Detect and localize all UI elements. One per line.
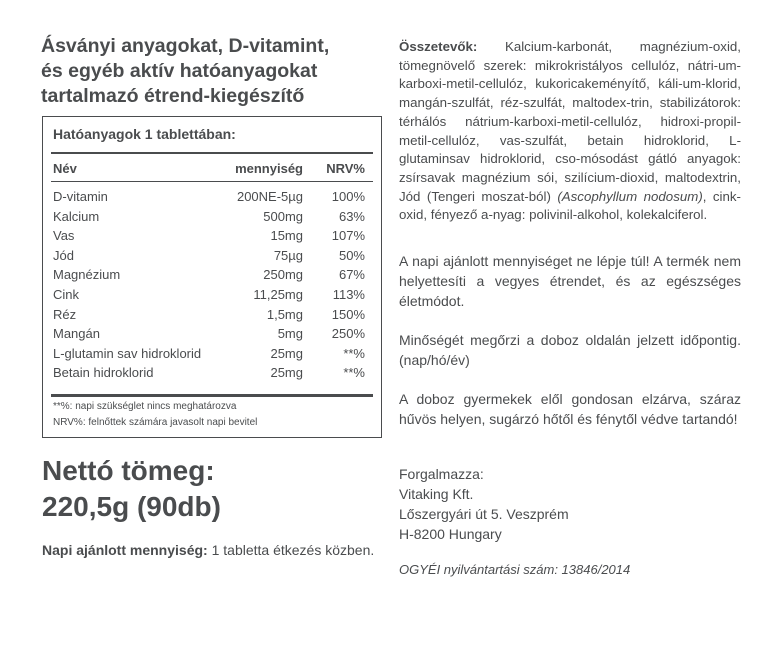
ingredient-name: Cink (53, 286, 80, 302)
daily-dose-label: Napi ajánlott mennyiség: (42, 542, 208, 558)
ingredients-italic: (Ascophyllum nodosum) (557, 188, 703, 204)
ingredient-amount: 250mg (263, 267, 303, 283)
table-row (53, 346, 373, 366)
table-row (53, 326, 373, 346)
distributor-line: Forgalmazza: (399, 466, 484, 482)
daily-dose (42, 540, 387, 560)
column-header-nrv: NRV% (326, 161, 365, 176)
table-divider (51, 152, 373, 154)
table-row (53, 248, 373, 268)
ingredient-amount: 75µg (273, 247, 303, 263)
net-weight-value: 220,5g (90db) (42, 491, 221, 522)
product-title-line: tartalmazó étrend-kiegészítő (41, 85, 305, 107)
ingredient-name: Jód (53, 247, 74, 263)
table-row (53, 307, 373, 327)
dose-warning: A napi ajánlott mennyiséget ne lépje túl! A termék nem helyettesíti a vegyes étrendet, és az egészséges életmódot. (399, 253, 741, 309)
ingredient-nrv: 50% (338, 247, 365, 263)
table-footnote: NRV%: felnőttek számára javasolt napi bevitel (53, 417, 258, 428)
distributor-block (399, 464, 741, 544)
ingredient-amount: 500mg (263, 208, 303, 224)
ingredients-label: Összetevők: (399, 39, 478, 54)
ingredient-amount: 25mg (270, 345, 303, 361)
product-title (41, 34, 386, 109)
ingredient-amount: 15mg (270, 228, 303, 244)
column-header-name: Név (53, 161, 77, 176)
ingredients-text: Kalcium-karbonát, magnézium-oxid, tömegnövelő szerek: mikrokristályos cellulóz, nátri-um-karboxi-metil-cellulóz, kukoricakeményítő, káli-um-klorid, mangán-szulfát, réz-szulfát, maltodex-trin, stabilizátorok: térhálós nátrium-karboxi-metil-cellulóz, hidroxi-propil-metil-cellulóz, vas-szulfát, betain hidroklorid, L-glutaminsav hidroklorid, cso-mósodást gátló anyagok: zsírsavak magnézium sói, szilícium-dioxid, maltodextrin, Jód (Tengeri moszat-ból) (399, 39, 741, 204)
ingredient-nrv: 67% (338, 267, 365, 283)
distributor-line: Vitaking Kft. (399, 486, 474, 502)
product-title-line: és egyéb aktív hatóanyagokat (41, 60, 318, 82)
table-row (53, 365, 373, 385)
ingredient-amount: 200NE-5µg (236, 189, 303, 204)
ingredient-nrv: 150% (331, 306, 365, 322)
ingredient-name: Vas (53, 228, 75, 244)
ingredient-name: Betain hidroklorid (53, 365, 154, 381)
ingredient-amount: 5mg (277, 326, 303, 342)
table-row (53, 287, 373, 307)
table-divider (51, 394, 373, 397)
ingredient-name: Réz (53, 306, 77, 322)
ingredient-amount: 1,5mg (266, 306, 303, 322)
table-body (53, 189, 373, 385)
ingredient-amount: 11,25mg (253, 286, 303, 302)
ingredient-name: Magnézium (53, 267, 121, 283)
daily-dose-text: 1 tabletta étkezés közben. (207, 542, 375, 558)
ingredient-nrv: 113% (332, 286, 365, 302)
net-weight-label: Nettó tömeg: (42, 455, 215, 486)
table-divider (51, 181, 373, 182)
ingredient-name: L-glutamin sav hidroklorid (53, 345, 202, 361)
ingredients-paragraph (399, 38, 741, 225)
ingredient-nrv: 100% (331, 189, 365, 204)
column-header-amount: mennyiség (235, 161, 303, 176)
table-title: Hatóanyagok 1 tablettában: (53, 126, 236, 142)
table-row (53, 189, 373, 209)
ingredient-nrv: 250% (331, 326, 365, 342)
table-row (53, 228, 373, 248)
ingredient-amount: 25mg (270, 365, 303, 381)
ingredient-nrv: 107% (331, 228, 365, 244)
table-footnote: **%: napi szükséglet nincs meghatározva (53, 401, 237, 412)
distributor-line: Lőszergyári út 5. Veszprém (399, 506, 569, 522)
registration-number: OGYÉI nyilvántartási szám: 13846/2014 (399, 562, 631, 577)
table-row (53, 209, 373, 229)
ingredient-name: Mangán (53, 326, 100, 342)
storage-note: A doboz gyermekek elől gondosan elzárva, száraz hűvös helyen, sugárzó hőtől és fénytől védve tartandó! (399, 391, 741, 427)
product-title-line: Ásványi anyagokat, D-vitamint, (41, 35, 330, 57)
ingredient-name: Kalcium (53, 208, 100, 224)
active-ingredients-table (42, 116, 382, 438)
ingredient-nrv: **% (343, 345, 365, 361)
ingredient-name: D-vitamin (53, 189, 108, 204)
net-weight (42, 453, 221, 525)
ingredient-nrv: 63% (338, 208, 365, 224)
distributor-line: H-8200 Hungary (399, 526, 502, 542)
table-row (53, 267, 373, 287)
ingredients-text-end: , cink-oxid, fényező a-nyag: polivinil-alkohol, kolekalciferol. (399, 188, 741, 223)
best-before-note: Minőségét megőrzi a doboz oldalán jelzett időpontig. (nap/hó/év) (399, 332, 741, 368)
ingredient-nrv: **% (343, 365, 365, 381)
